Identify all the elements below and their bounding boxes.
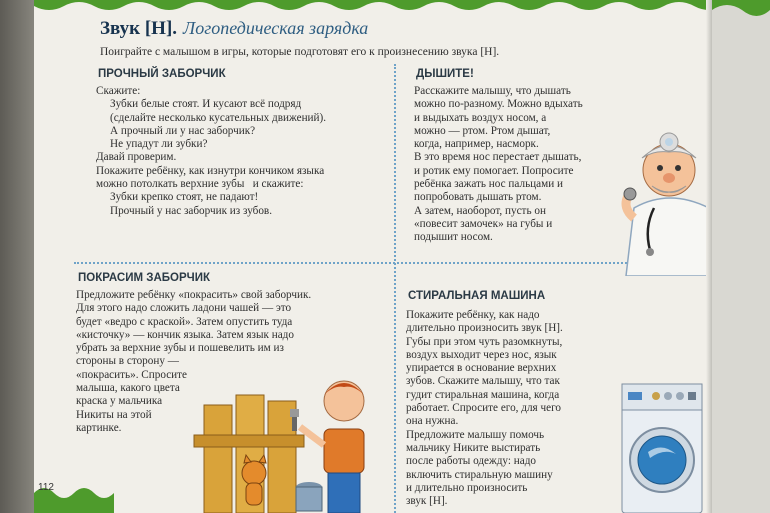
intro-text: Поиграйте с малышом в игры, которые подготовят его к произнесению звука [Н]. bbox=[100, 46, 500, 58]
text-line: ребёнка зажать нос пальцами и bbox=[414, 178, 563, 191]
section-title-paint: ПОКРАСИМ ЗАБОРЧИК bbox=[78, 272, 211, 284]
text-line: В это время нос перестает дышать, bbox=[414, 151, 582, 164]
text-line: Расскажите малышу, что дышать bbox=[414, 85, 571, 97]
text-line: убрать за верхние зубы и пошевелить им из bbox=[76, 342, 284, 355]
book-page bbox=[34, 0, 724, 513]
title-main: Звук [Н]. bbox=[100, 18, 178, 39]
book-binding bbox=[0, 0, 38, 513]
text-line: можно — ртом. Ртом дышат, bbox=[414, 124, 551, 137]
text-line: Зубки белые стоят. И кусают всё подряд bbox=[96, 98, 302, 111]
text-line: после работы одежду: надо bbox=[406, 455, 537, 468]
text-line: работает. Спросите его, для чего bbox=[406, 402, 561, 415]
section-body-washer bbox=[406, 309, 563, 508]
text-line: длительно произносить звук [Н]. bbox=[406, 322, 563, 335]
section-title-washer: СТИРАЛЬНАЯ МАШИНА bbox=[408, 290, 546, 302]
text-line: можно потолкать верхние зубы и скажите: bbox=[96, 178, 304, 191]
text-line: «покрасить». Спросите bbox=[76, 368, 188, 381]
next-page-wave bbox=[712, 0, 770, 40]
text-line: А прочный ли у нас заборчик? bbox=[96, 124, 256, 137]
text-line: малыша, какого цвета bbox=[76, 382, 180, 395]
next-page-edge bbox=[712, 0, 770, 513]
text-line: Скажите: bbox=[96, 85, 141, 97]
section-title-breathe: ДЫШИТЕ! bbox=[416, 68, 474, 80]
text-line: включить стиральную машину bbox=[406, 468, 553, 481]
text-line: Прочный у нас заборчик из зубов. bbox=[96, 204, 273, 217]
text-line: Давай проверим. bbox=[96, 151, 177, 164]
text-line: можно по-разному. Можно вдыхать bbox=[414, 98, 583, 111]
horizontal-divider bbox=[74, 262, 634, 264]
section-title-fence: ПРОЧНЫЙ ЗАБОРЧИК bbox=[98, 68, 226, 80]
text-line: Никиты на этой bbox=[76, 408, 152, 421]
text-line: мальчику Никите выстирать bbox=[406, 441, 541, 454]
text-line: стороны в сторону — bbox=[76, 355, 179, 368]
text-line: будет «ведро с краской». Затем опустить туда bbox=[76, 315, 293, 328]
text-line: Зубки крепко стоят, не падают! bbox=[96, 191, 259, 204]
text-line: и выдыхать воздух носом, а bbox=[414, 111, 547, 124]
section-body-breathe bbox=[414, 85, 583, 245]
page-title bbox=[100, 18, 368, 40]
text-line: звук [Н]. bbox=[406, 495, 448, 508]
text-line: зубов. Скажите малышу, что так bbox=[406, 375, 560, 388]
text-line: Губы при этом чуть разомкнуты, bbox=[406, 335, 563, 348]
text-line: когда, например, насморк. bbox=[414, 138, 539, 151]
text-line: Предложите малышу помочь bbox=[406, 428, 545, 441]
text-line: и ротик ему помогает. Попросите bbox=[414, 164, 574, 177]
text-line: Покажите ребёнку, как надо bbox=[406, 309, 540, 321]
text-line: «повесит замочек» на губы и bbox=[414, 217, 553, 230]
text-line: гудит стиральная машина, когда bbox=[406, 388, 560, 401]
text-line: картинке. bbox=[76, 421, 122, 434]
text-line: и длительно произносить bbox=[406, 481, 528, 494]
text-line: воздух выходит через нос, язык bbox=[406, 348, 557, 361]
text-line: Не упадут ли зубки? bbox=[96, 138, 208, 151]
text-line: А затем, наоборот, пусть он bbox=[414, 204, 546, 217]
text-line: краска у мальчика bbox=[76, 395, 163, 408]
text-line: она нужна. bbox=[406, 415, 459, 428]
title-subtitle: Логопедическая зарядка bbox=[183, 18, 369, 38]
text-line: «кисточку» — кончик языка. Затем язык надо bbox=[76, 328, 294, 341]
text-line: подышит носом. bbox=[414, 231, 493, 244]
top-wave-border bbox=[34, 0, 724, 18]
text-line: попробовать дышать ртом. bbox=[414, 191, 542, 204]
text-line: Покажите ребёнку, как изнутри кончиком языка bbox=[96, 164, 325, 177]
page-number: 112 bbox=[38, 482, 54, 493]
text-line: Для этого надо сложить ладони чашей — это bbox=[76, 302, 292, 315]
vertical-divider bbox=[394, 64, 396, 513]
text-line: упирается в основание верхних bbox=[406, 362, 557, 375]
section-body-fence bbox=[96, 85, 326, 218]
bottom-wave-border bbox=[34, 483, 724, 513]
text-line: (сделайте несколько кусательных движений). bbox=[96, 111, 327, 124]
text-line: Предложите ребёнку «покрасить» свой заборчик. bbox=[76, 289, 312, 301]
